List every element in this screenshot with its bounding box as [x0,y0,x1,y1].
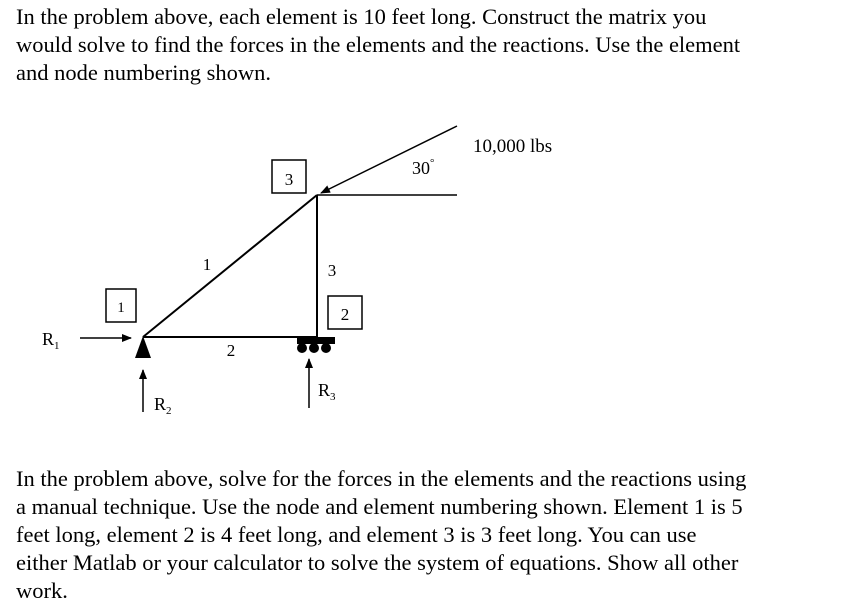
element-3-label: 3 [327,261,337,280]
roller-wheel [321,343,331,353]
roller-wheel [309,343,319,353]
text-line: would solve to find the forces in the elements and the reactions. Use the element [16,32,741,57]
reaction-r1-label: $R_1$ [42,329,60,352]
text-line: work. [16,578,68,603]
reaction-r2-label: $R_2$ [154,394,172,417]
node-1-label: 1 [117,300,125,316]
text-line: In the problem above, solve for the forces in the elements and the reactions using [16,466,747,491]
roller-support [297,337,335,344]
text-line: and node numbering shown. [16,60,271,85]
element-2-label: 2 [226,341,236,360]
load-label: 10,000 lbs [473,136,553,157]
element-1-label: 1 [202,255,212,274]
node-3-label: 3 [284,170,294,189]
text-line: a manual technique. Use the node and element numbering shown. Element 1 is 5 [16,494,743,519]
load-arrow [321,126,457,193]
roller-wheel [297,343,307,353]
text-line: In the problem above, each element is 10 feet long. Construct the matrix you [16,4,707,29]
text-line: feet long, element 2 is 4 feet long, and element 3 is 3 feet long. You can use [16,522,697,547]
text-line: either Matlab or your calculator to solve the system of equations. Show all other [16,550,739,575]
pin-support [135,336,151,358]
problem-statement-bottom [16,465,746,605]
element-1-member [143,195,317,337]
reaction-r3-label: $R_3$ [318,380,336,403]
angle-label: 30° [412,157,435,178]
node-2-label: 2 [340,305,350,324]
